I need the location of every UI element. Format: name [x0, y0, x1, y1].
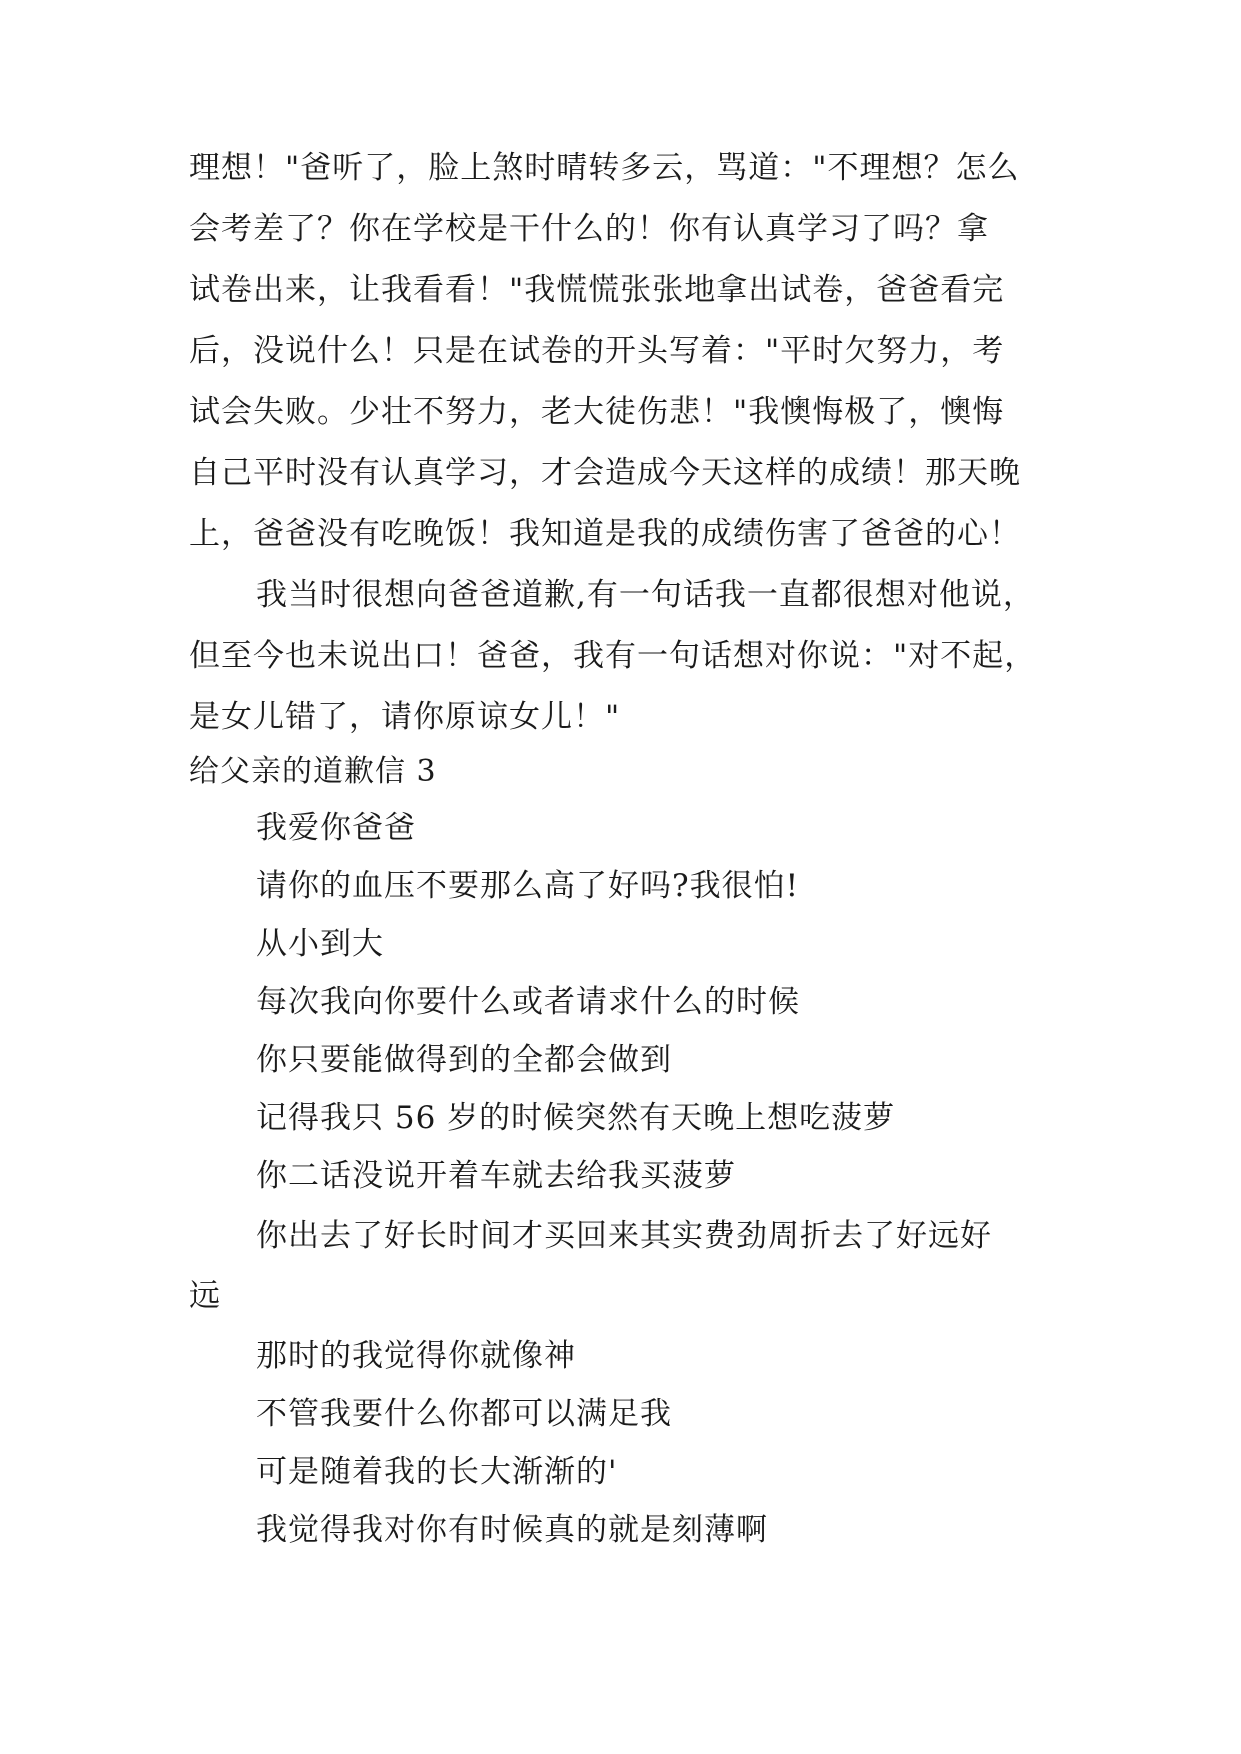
poem-line: 可是随着我的长大渐渐的': [256, 1454, 618, 1490]
poem-line: 记得我只 56 岁的时候突然有天晚上想吃菠萝: [256, 1100, 896, 1136]
poem-line: 那时的我觉得你就像神: [256, 1338, 576, 1374]
paragraph-line: 会考差了？你在学校是干什么的！你有认真学习了吗？拿: [189, 211, 989, 247]
paragraph-line: 是女儿错了，请你原谅女儿！": [189, 699, 621, 735]
poem-line: 每次我向你要什么或者请求什么的时候: [256, 984, 800, 1020]
paragraph-line: 自己平时没有认真学习，才会造成今天这样的成绩！那天晚: [189, 455, 1021, 491]
poem-line: 请你的血压不要那么高了好吗?我很怕!: [256, 868, 800, 904]
poem-line: 我觉得我对你有时候真的就是刻薄啊: [256, 1512, 768, 1548]
poem-line: 你二话没说开着车就去给我买菠萝: [256, 1158, 736, 1194]
paragraph-line: 试卷出来，让我看看！"我慌慌张张地拿出试卷，爸爸看完: [189, 272, 1005, 308]
paragraph-line: 试会失败。少壮不努力，老大徒伤悲！"我懊悔极了，懊悔: [189, 394, 1005, 430]
poem-line: 从小到大: [256, 926, 384, 962]
poem-line: 你只要能做得到的全都会做到: [256, 1042, 672, 1078]
paragraph-line: 后，没说什么！只是在试卷的开头写着："平时欠努力，考: [189, 333, 1005, 369]
paragraph-line: 但至今也未说出口！爸爸，我有一句话想对你说："对不起，: [189, 638, 1037, 674]
poem-line: 你出去了好长时间才买回来其实费劲周折去了好远好: [256, 1218, 992, 1254]
poem-line: 我爱你爸爸: [256, 810, 416, 846]
poem-line: 远: [189, 1278, 221, 1314]
paragraph-line: 理想！"爸听了，脸上煞时晴转多云，骂道："不理想？怎么: [189, 150, 1020, 186]
paragraph-line: 我当时很想向爸爸道歉,有一句话我一直都很想对他说，: [256, 577, 1035, 613]
section-heading: 给父亲的道歉信 3: [189, 754, 437, 789]
paragraph-line: 上，爸爸没有吃晚饭！我知道是我的成绩伤害了爸爸的心！: [189, 516, 1021, 552]
poem-line: 不管我要什么你都可以满足我: [256, 1396, 672, 1432]
